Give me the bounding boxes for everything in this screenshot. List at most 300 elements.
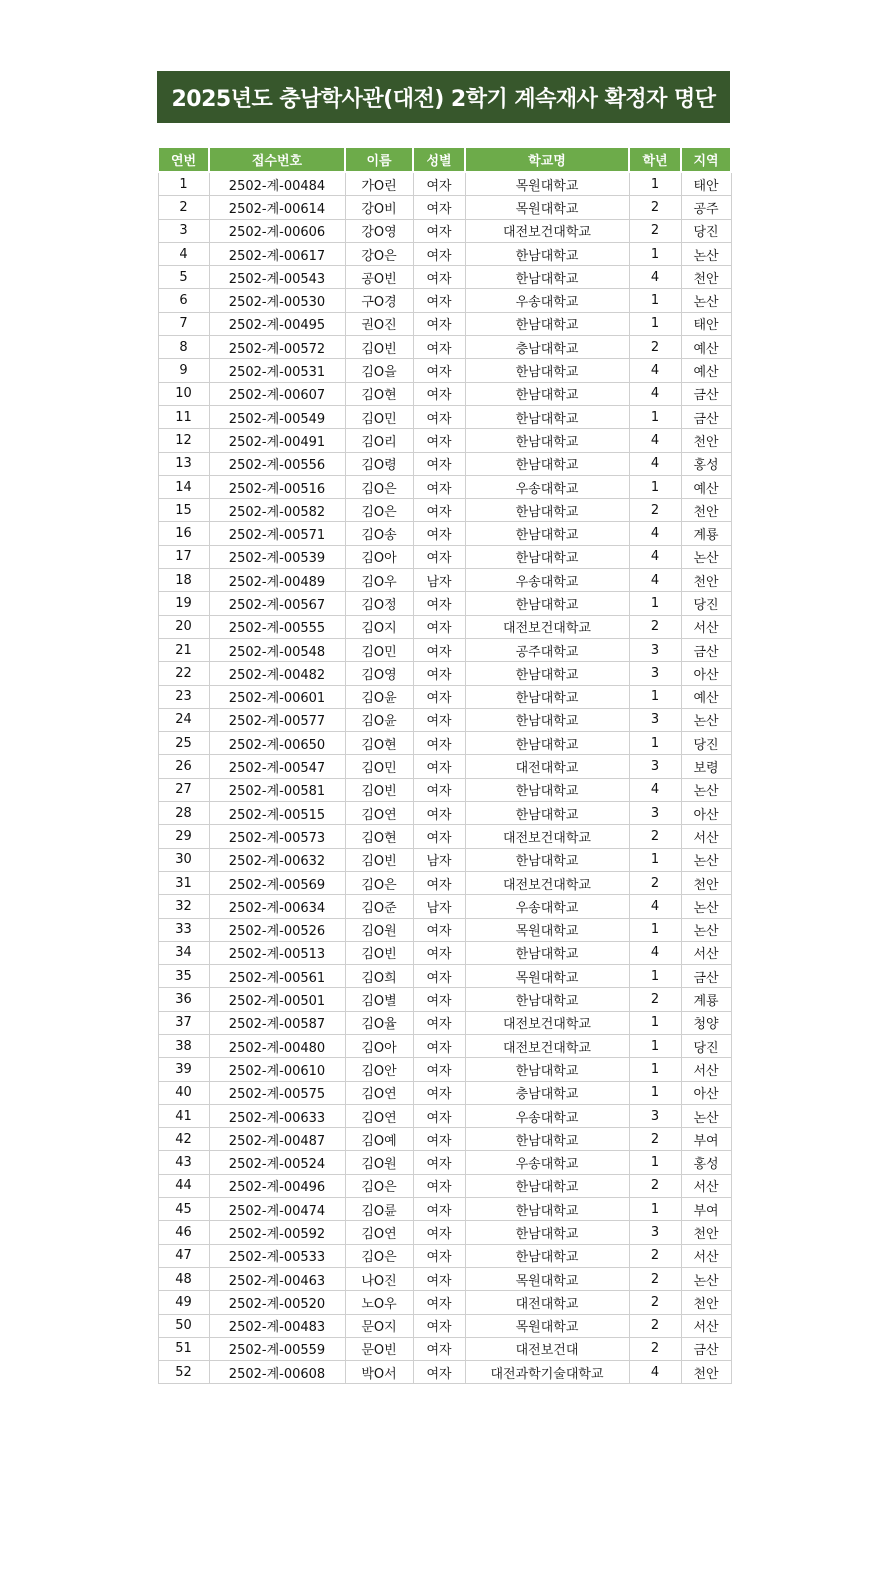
cell-grade: 3	[629, 662, 681, 685]
cell-region: 당진	[681, 592, 731, 615]
cell-receipt-no: 2502-계-00587	[209, 1011, 345, 1034]
cell-name: 김O원	[345, 1151, 413, 1174]
table-row	[158, 1244, 731, 1267]
cell-region: 천안	[681, 429, 731, 452]
cell-name: 김O별	[345, 988, 413, 1011]
cell-name: 김O연	[345, 1081, 413, 1104]
cell-region: 서산	[681, 1314, 731, 1337]
cell-receipt-no: 2502-계-00561	[209, 965, 345, 988]
cell-school: 한남대학교	[465, 778, 629, 801]
cell-seq: 40	[158, 1081, 209, 1104]
cell-gender: 여자	[413, 266, 465, 289]
cell-gender: 여자	[413, 219, 465, 242]
cell-school: 대전보건대	[465, 1337, 629, 1360]
cell-grade: 1	[629, 242, 681, 265]
cell-region: 금산	[681, 405, 731, 428]
table-row	[158, 429, 731, 452]
cell-region: 서산	[681, 1174, 731, 1197]
cell-receipt-no: 2502-계-00569	[209, 871, 345, 894]
cell-gender: 여자	[413, 1267, 465, 1290]
cell-seq: 19	[158, 592, 209, 615]
cell-school: 목원대학교	[465, 918, 629, 941]
cell-gender: 여자	[413, 662, 465, 685]
cell-receipt-no: 2502-계-00533	[209, 1244, 345, 1267]
cell-gender: 여자	[413, 1011, 465, 1034]
cell-region: 태안	[681, 312, 731, 335]
cell-name: 강O비	[345, 196, 413, 219]
cell-school: 한남대학교	[465, 452, 629, 475]
cell-region: 금산	[681, 965, 731, 988]
cell-seq: 23	[158, 685, 209, 708]
cell-name: 김O율	[345, 1011, 413, 1034]
cell-grade: 3	[629, 1221, 681, 1244]
cell-gender: 여자	[413, 615, 465, 638]
cell-seq: 14	[158, 475, 209, 498]
header-name: 이름	[345, 147, 413, 172]
cell-grade: 2	[629, 499, 681, 522]
cell-grade: 2	[629, 988, 681, 1011]
cell-school: 한남대학교	[465, 429, 629, 452]
cell-name: 김O원	[345, 918, 413, 941]
cell-name: 김O민	[345, 405, 413, 428]
cell-name: 김O희	[345, 965, 413, 988]
cell-grade: 2	[629, 1314, 681, 1337]
cell-name: 박O서	[345, 1361, 413, 1384]
header-region: 지역	[681, 147, 731, 172]
cell-region: 금산	[681, 638, 731, 661]
cell-school: 한남대학교	[465, 359, 629, 382]
cell-gender: 남자	[413, 895, 465, 918]
cell-seq: 15	[158, 499, 209, 522]
cell-name: 김O은	[345, 499, 413, 522]
cell-gender: 여자	[413, 965, 465, 988]
cell-name: 김O연	[345, 802, 413, 825]
cell-gender: 여자	[413, 429, 465, 452]
cell-name: 김O정	[345, 592, 413, 615]
cell-school: 한남대학교	[465, 266, 629, 289]
cell-grade: 4	[629, 778, 681, 801]
cell-region: 논산	[681, 778, 731, 801]
cell-school: 대전보건대학교	[465, 615, 629, 638]
table-row	[158, 405, 731, 428]
cell-receipt-no: 2502-계-00592	[209, 1221, 345, 1244]
cell-region: 부여	[681, 1198, 731, 1221]
cell-grade: 1	[629, 965, 681, 988]
cell-gender: 여자	[413, 1081, 465, 1104]
table-row	[158, 1034, 731, 1057]
cell-grade: 3	[629, 708, 681, 731]
table-row	[158, 359, 731, 382]
cell-gender: 여자	[413, 708, 465, 731]
cell-seq: 47	[158, 1244, 209, 1267]
cell-school: 한남대학교	[465, 941, 629, 964]
cell-gender: 여자	[413, 475, 465, 498]
cell-gender: 여자	[413, 1337, 465, 1360]
cell-school: 한남대학교	[465, 685, 629, 708]
cell-seq: 6	[158, 289, 209, 312]
cell-school: 한남대학교	[465, 802, 629, 825]
cell-grade: 2	[629, 1244, 681, 1267]
cell-school: 대전보건대학교	[465, 219, 629, 242]
cell-school: 한남대학교	[465, 708, 629, 731]
cell-grade: 1	[629, 475, 681, 498]
cell-school: 한남대학교	[465, 242, 629, 265]
cell-receipt-no: 2502-계-00577	[209, 708, 345, 731]
cell-school: 한남대학교	[465, 545, 629, 568]
cell-region: 계룡	[681, 988, 731, 1011]
cell-region: 당진	[681, 219, 731, 242]
table-row	[158, 242, 731, 265]
cell-gender: 여자	[413, 778, 465, 801]
cell-receipt-no: 2502-계-00480	[209, 1034, 345, 1057]
table-row	[158, 382, 731, 405]
table-row	[158, 1314, 731, 1337]
cell-school: 우송대학교	[465, 1104, 629, 1127]
table-row	[158, 312, 731, 335]
cell-gender: 여자	[413, 685, 465, 708]
cell-seq: 49	[158, 1291, 209, 1314]
cell-region: 천안	[681, 1291, 731, 1314]
cell-seq: 48	[158, 1267, 209, 1290]
cell-region: 금산	[681, 1337, 731, 1360]
cell-gender: 여자	[413, 802, 465, 825]
cell-school: 한남대학교	[465, 848, 629, 871]
table-row	[158, 941, 731, 964]
cell-school: 우송대학교	[465, 1151, 629, 1174]
cell-name: 김O현	[345, 382, 413, 405]
cell-region: 예산	[681, 685, 731, 708]
table-row	[158, 662, 731, 685]
cell-name: 문O지	[345, 1314, 413, 1337]
cell-receipt-no: 2502-계-00501	[209, 988, 345, 1011]
cell-grade: 2	[629, 219, 681, 242]
cell-name: 김O현	[345, 825, 413, 848]
header-gender: 성별	[413, 147, 465, 172]
cell-region: 예산	[681, 359, 731, 382]
cell-receipt-no: 2502-계-00582	[209, 499, 345, 522]
cell-seq: 28	[158, 802, 209, 825]
cell-seq: 52	[158, 1361, 209, 1384]
cell-receipt-no: 2502-계-00487	[209, 1128, 345, 1151]
cell-grade: 3	[629, 755, 681, 778]
cell-grade: 2	[629, 336, 681, 359]
header-grade: 학년	[629, 147, 681, 172]
cell-seq: 18	[158, 569, 209, 592]
cell-receipt-no: 2502-계-00650	[209, 732, 345, 755]
cell-gender: 여자	[413, 755, 465, 778]
cell-grade: 4	[629, 382, 681, 405]
cell-receipt-no: 2502-계-00543	[209, 266, 345, 289]
cell-name: 노O우	[345, 1291, 413, 1314]
cell-gender: 여자	[413, 1058, 465, 1081]
table-row	[158, 336, 731, 359]
cell-region: 아산	[681, 1081, 731, 1104]
cell-region: 논산	[681, 895, 731, 918]
cell-seq: 16	[158, 522, 209, 545]
cell-region: 아산	[681, 662, 731, 685]
cell-region: 천안	[681, 266, 731, 289]
cell-region: 계룡	[681, 522, 731, 545]
cell-receipt-no: 2502-계-00606	[209, 219, 345, 242]
cell-name: 가O린	[345, 172, 413, 196]
cell-region: 예산	[681, 475, 731, 498]
cell-gender: 여자	[413, 289, 465, 312]
cell-grade: 1	[629, 405, 681, 428]
cell-school: 한남대학교	[465, 1221, 629, 1244]
cell-name: 김O은	[345, 1174, 413, 1197]
cell-school: 목원대학교	[465, 172, 629, 196]
cell-receipt-no: 2502-계-00617	[209, 242, 345, 265]
cell-region: 논산	[681, 1104, 731, 1127]
cell-seq: 37	[158, 1011, 209, 1034]
cell-gender: 여자	[413, 336, 465, 359]
cell-receipt-no: 2502-계-00491	[209, 429, 345, 452]
cell-school: 대전대학교	[465, 755, 629, 778]
cell-name: 김O빈	[345, 336, 413, 359]
cell-seq: 32	[158, 895, 209, 918]
cell-grade: 1	[629, 312, 681, 335]
cell-name: 김O을	[345, 359, 413, 382]
cell-grade: 1	[629, 918, 681, 941]
cell-gender: 여자	[413, 1128, 465, 1151]
cell-receipt-no: 2502-계-00601	[209, 685, 345, 708]
cell-region: 논산	[681, 708, 731, 731]
cell-name: 구O경	[345, 289, 413, 312]
cell-name: 김O연	[345, 1104, 413, 1127]
cell-school: 한남대학교	[465, 662, 629, 685]
table-row	[158, 545, 731, 568]
cell-seq: 30	[158, 848, 209, 871]
cell-name: 김O민	[345, 638, 413, 661]
cell-receipt-no: 2502-계-00483	[209, 1314, 345, 1337]
cell-grade: 4	[629, 545, 681, 568]
cell-name: 공O빈	[345, 266, 413, 289]
cell-seq: 24	[158, 708, 209, 731]
cell-school: 목원대학교	[465, 1267, 629, 1290]
cell-seq: 29	[158, 825, 209, 848]
cell-receipt-no: 2502-계-00516	[209, 475, 345, 498]
cell-region: 당진	[681, 1034, 731, 1057]
cell-gender: 여자	[413, 1034, 465, 1057]
cell-name: 김O은	[345, 871, 413, 894]
cell-region: 홍성	[681, 1151, 731, 1174]
cell-seq: 39	[158, 1058, 209, 1081]
cell-receipt-no: 2502-계-00608	[209, 1361, 345, 1384]
table-row	[158, 1221, 731, 1244]
cell-receipt-no: 2502-계-00573	[209, 825, 345, 848]
cell-gender: 여자	[413, 312, 465, 335]
cell-name: 강O은	[345, 242, 413, 265]
cell-grade: 4	[629, 266, 681, 289]
cell-name: 김O예	[345, 1128, 413, 1151]
cell-school: 우송대학교	[465, 569, 629, 592]
cell-school: 한남대학교	[465, 499, 629, 522]
cell-gender: 여자	[413, 1174, 465, 1197]
cell-gender: 여자	[413, 988, 465, 1011]
cell-receipt-no: 2502-계-00496	[209, 1174, 345, 1197]
table-row	[158, 848, 731, 871]
cell-school: 목원대학교	[465, 965, 629, 988]
cell-seq: 45	[158, 1198, 209, 1221]
cell-region: 천안	[681, 1221, 731, 1244]
cell-school: 우송대학교	[465, 895, 629, 918]
cell-gender: 여자	[413, 871, 465, 894]
cell-gender: 여자	[413, 732, 465, 755]
cell-seq: 36	[158, 988, 209, 1011]
cell-gender: 여자	[413, 1104, 465, 1127]
table-row	[158, 1011, 731, 1034]
table-row	[158, 1198, 731, 1221]
cell-school: 대전대학교	[465, 1291, 629, 1314]
header-seq: 연번	[158, 147, 209, 172]
cell-receipt-no: 2502-계-00524	[209, 1151, 345, 1174]
cell-region: 청양	[681, 1011, 731, 1034]
cell-seq: 9	[158, 359, 209, 382]
cell-name: 문O빈	[345, 1337, 413, 1360]
cell-school: 한남대학교	[465, 522, 629, 545]
cell-name: 강O영	[345, 219, 413, 242]
cell-region: 천안	[681, 871, 731, 894]
cell-gender: 여자	[413, 172, 465, 196]
cell-school: 공주대학교	[465, 638, 629, 661]
cell-receipt-no: 2502-계-00482	[209, 662, 345, 685]
cell-region: 부여	[681, 1128, 731, 1151]
table-row	[158, 196, 731, 219]
cell-name: 김O은	[345, 475, 413, 498]
cell-grade: 1	[629, 289, 681, 312]
cell-region: 천안	[681, 1361, 731, 1384]
cell-receipt-no: 2502-계-00572	[209, 336, 345, 359]
cell-grade: 1	[629, 172, 681, 196]
table-row	[158, 708, 731, 731]
table-row	[158, 289, 731, 312]
header-receipt-no: 접수번호	[209, 147, 345, 172]
cell-seq: 20	[158, 615, 209, 638]
cell-receipt-no: 2502-계-00484	[209, 172, 345, 196]
cell-gender: 여자	[413, 1291, 465, 1314]
table-row	[158, 499, 731, 522]
cell-receipt-no: 2502-계-00515	[209, 802, 345, 825]
table-row	[158, 871, 731, 894]
cell-gender: 여자	[413, 499, 465, 522]
cell-seq: 27	[158, 778, 209, 801]
cell-grade: 4	[629, 359, 681, 382]
cell-gender: 여자	[413, 825, 465, 848]
cell-gender: 여자	[413, 522, 465, 545]
cell-school: 우송대학교	[465, 475, 629, 498]
cell-region: 서산	[681, 825, 731, 848]
table-row	[158, 615, 731, 638]
table-row	[158, 778, 731, 801]
cell-school: 한남대학교	[465, 1174, 629, 1197]
cell-gender: 여자	[413, 592, 465, 615]
table-row	[158, 475, 731, 498]
cell-grade: 2	[629, 1128, 681, 1151]
cell-school: 한남대학교	[465, 1128, 629, 1151]
cell-region: 아산	[681, 802, 731, 825]
cell-seq: 10	[158, 382, 209, 405]
cell-grade: 2	[629, 1267, 681, 1290]
cell-gender: 여자	[413, 242, 465, 265]
cell-receipt-no: 2502-계-00614	[209, 196, 345, 219]
cell-gender: 여자	[413, 941, 465, 964]
cell-grade: 4	[629, 522, 681, 545]
cell-region: 예산	[681, 336, 731, 359]
cell-grade: 1	[629, 732, 681, 755]
cell-school: 충남대학교	[465, 336, 629, 359]
cell-seq: 11	[158, 405, 209, 428]
cell-seq: 34	[158, 941, 209, 964]
cell-name: 김O리	[345, 429, 413, 452]
table-row	[158, 638, 731, 661]
cell-school: 한남대학교	[465, 732, 629, 755]
cell-grade: 2	[629, 871, 681, 894]
cell-receipt-no: 2502-계-00530	[209, 289, 345, 312]
table-row	[158, 1361, 731, 1384]
cell-grade: 2	[629, 1337, 681, 1360]
cell-seq: 21	[158, 638, 209, 661]
cell-gender: 여자	[413, 359, 465, 382]
cell-seq: 51	[158, 1337, 209, 1360]
table-row	[158, 1267, 731, 1290]
cell-seq: 44	[158, 1174, 209, 1197]
cell-region: 천안	[681, 569, 731, 592]
cell-receipt-no: 2502-계-00495	[209, 312, 345, 335]
cell-name: 나O진	[345, 1267, 413, 1290]
table-row	[158, 266, 731, 289]
cell-seq: 13	[158, 452, 209, 475]
cell-receipt-no: 2502-계-00581	[209, 778, 345, 801]
table-row	[158, 918, 731, 941]
cell-seq: 3	[158, 219, 209, 242]
table-row	[158, 522, 731, 545]
cell-receipt-no: 2502-계-00526	[209, 918, 345, 941]
cell-receipt-no: 2502-계-00555	[209, 615, 345, 638]
cell-school: 한남대학교	[465, 382, 629, 405]
cell-name: 김O현	[345, 732, 413, 755]
cell-school: 충남대학교	[465, 1081, 629, 1104]
cell-name: 김O영	[345, 662, 413, 685]
cell-receipt-no: 2502-계-00632	[209, 848, 345, 871]
cell-school: 대전보건대학교	[465, 1034, 629, 1057]
cell-seq: 4	[158, 242, 209, 265]
cell-grade: 4	[629, 1361, 681, 1384]
cell-school: 한남대학교	[465, 405, 629, 428]
cell-receipt-no: 2502-계-00610	[209, 1058, 345, 1081]
cell-seq: 5	[158, 266, 209, 289]
cell-grade: 2	[629, 1291, 681, 1314]
cell-receipt-no: 2502-계-00520	[209, 1291, 345, 1314]
cell-grade: 1	[629, 848, 681, 871]
cell-gender: 여자	[413, 638, 465, 661]
cell-seq: 43	[158, 1151, 209, 1174]
cell-seq: 22	[158, 662, 209, 685]
cell-seq: 7	[158, 312, 209, 335]
cell-grade: 2	[629, 1174, 681, 1197]
cell-receipt-no: 2502-계-00559	[209, 1337, 345, 1360]
table-row	[158, 732, 731, 755]
cell-region: 보령	[681, 755, 731, 778]
cell-gender: 여자	[413, 1244, 465, 1267]
cell-name: 김O연	[345, 1221, 413, 1244]
cell-school: 한남대학교	[465, 592, 629, 615]
cell-gender: 여자	[413, 1361, 465, 1384]
cell-region: 논산	[681, 918, 731, 941]
cell-seq: 2	[158, 196, 209, 219]
table-row	[158, 172, 731, 196]
table-row	[158, 592, 731, 615]
cell-receipt-no: 2502-계-00575	[209, 1081, 345, 1104]
